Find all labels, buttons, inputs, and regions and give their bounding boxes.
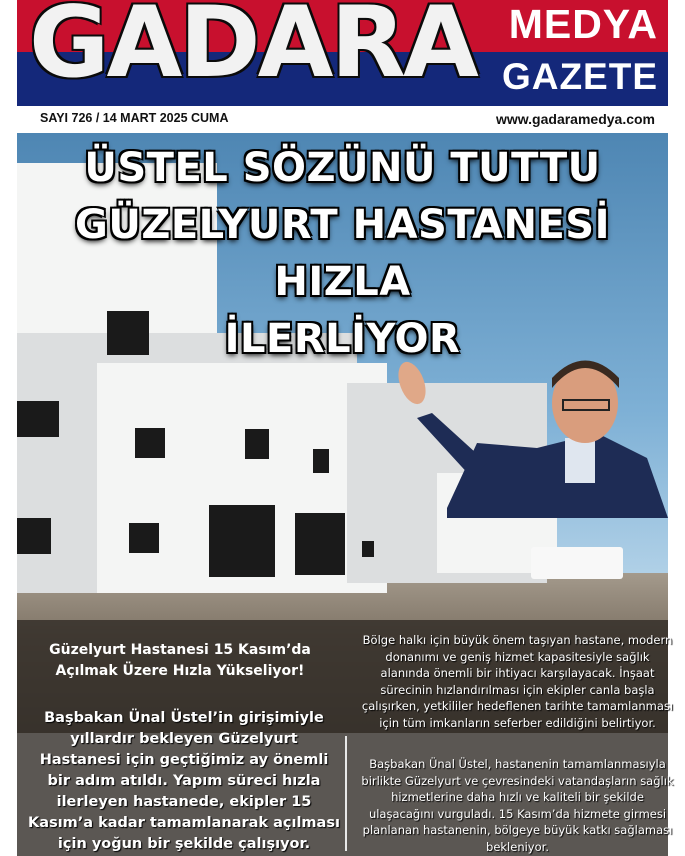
white-van	[531, 547, 623, 579]
building-doorway	[295, 513, 345, 575]
brand-medya: MEDYA	[508, 1, 658, 47]
building-doorway	[209, 505, 275, 577]
issue-info: SAYI 726 / 14 MART 2025 CUMA	[40, 111, 229, 125]
building-window	[129, 523, 159, 553]
building-window	[362, 541, 374, 557]
headline-line-2: GÜZELYURT HASTANESİ HIZLA	[75, 202, 610, 305]
article-paragraph-2: Bölge halkı için büyük önem taşıyan hastane, modern donanımı ve geniş hizmet kapasitesiyle sağlık alanında önemli bir ihtiyacı karşılayacak. İnşaat sürecinin hızlandırılması için ekipler canla başla çalışırken, yetkililer hedeflenen tarihte tamamlanması için tüm imkanların seferber edildiğini belirtiyor.	[361, 633, 674, 730]
building-window	[313, 449, 329, 473]
column-divider	[345, 736, 347, 851]
brand-gazete: GAZETE	[501, 56, 658, 97]
headline-line-3: İLERLİYOR	[224, 316, 461, 362]
prime-minister-figure	[387, 348, 668, 518]
building-window	[17, 401, 59, 437]
building-window	[135, 428, 165, 458]
headline	[17, 140, 668, 368]
brand-logo: GADARA	[29, 0, 476, 100]
building-window	[245, 429, 269, 459]
masthead	[17, 0, 668, 106]
article-subtitle: Güzelyurt Hastanesi 15 Kasım’da Açılmak Üzere Hızla Yükseliyor!	[49, 642, 311, 679]
article-paragraph-3: Başbakan Ünal Üstel, hastanenin tamamlanmasıyla birlikte Güzelyurt ve çevresindeki vatandaşların sağlık hizmetlerine daha hızlı ve kaliteli bir şekilde ulaşacağını vurguladı. 15 Kasım’da hizmete girmesi planlanan hastanenin, bölgeye büyük katkı sağlaması bekleniyor.	[361, 757, 674, 854]
website-link[interactable]: www.gadaramedya.com	[496, 111, 655, 127]
article-lead-paragraph: Başbakan Ünal Üstel’in girişimiyle yıllardır bekleyen Güzelyurt Hastanesi için geçtiğimiz ay önemli bir adım atıldı. Yapım süreci hızla ilerleyen hastanede, ekipler 15 Kasım’a kadar tamamlanarak açılması için yoğun bir şekilde çalışıyor.	[28, 710, 340, 852]
headline-line-1: ÜSTEL SÖZÜNÜ TUTTU	[84, 145, 601, 191]
building-window	[17, 518, 51, 554]
